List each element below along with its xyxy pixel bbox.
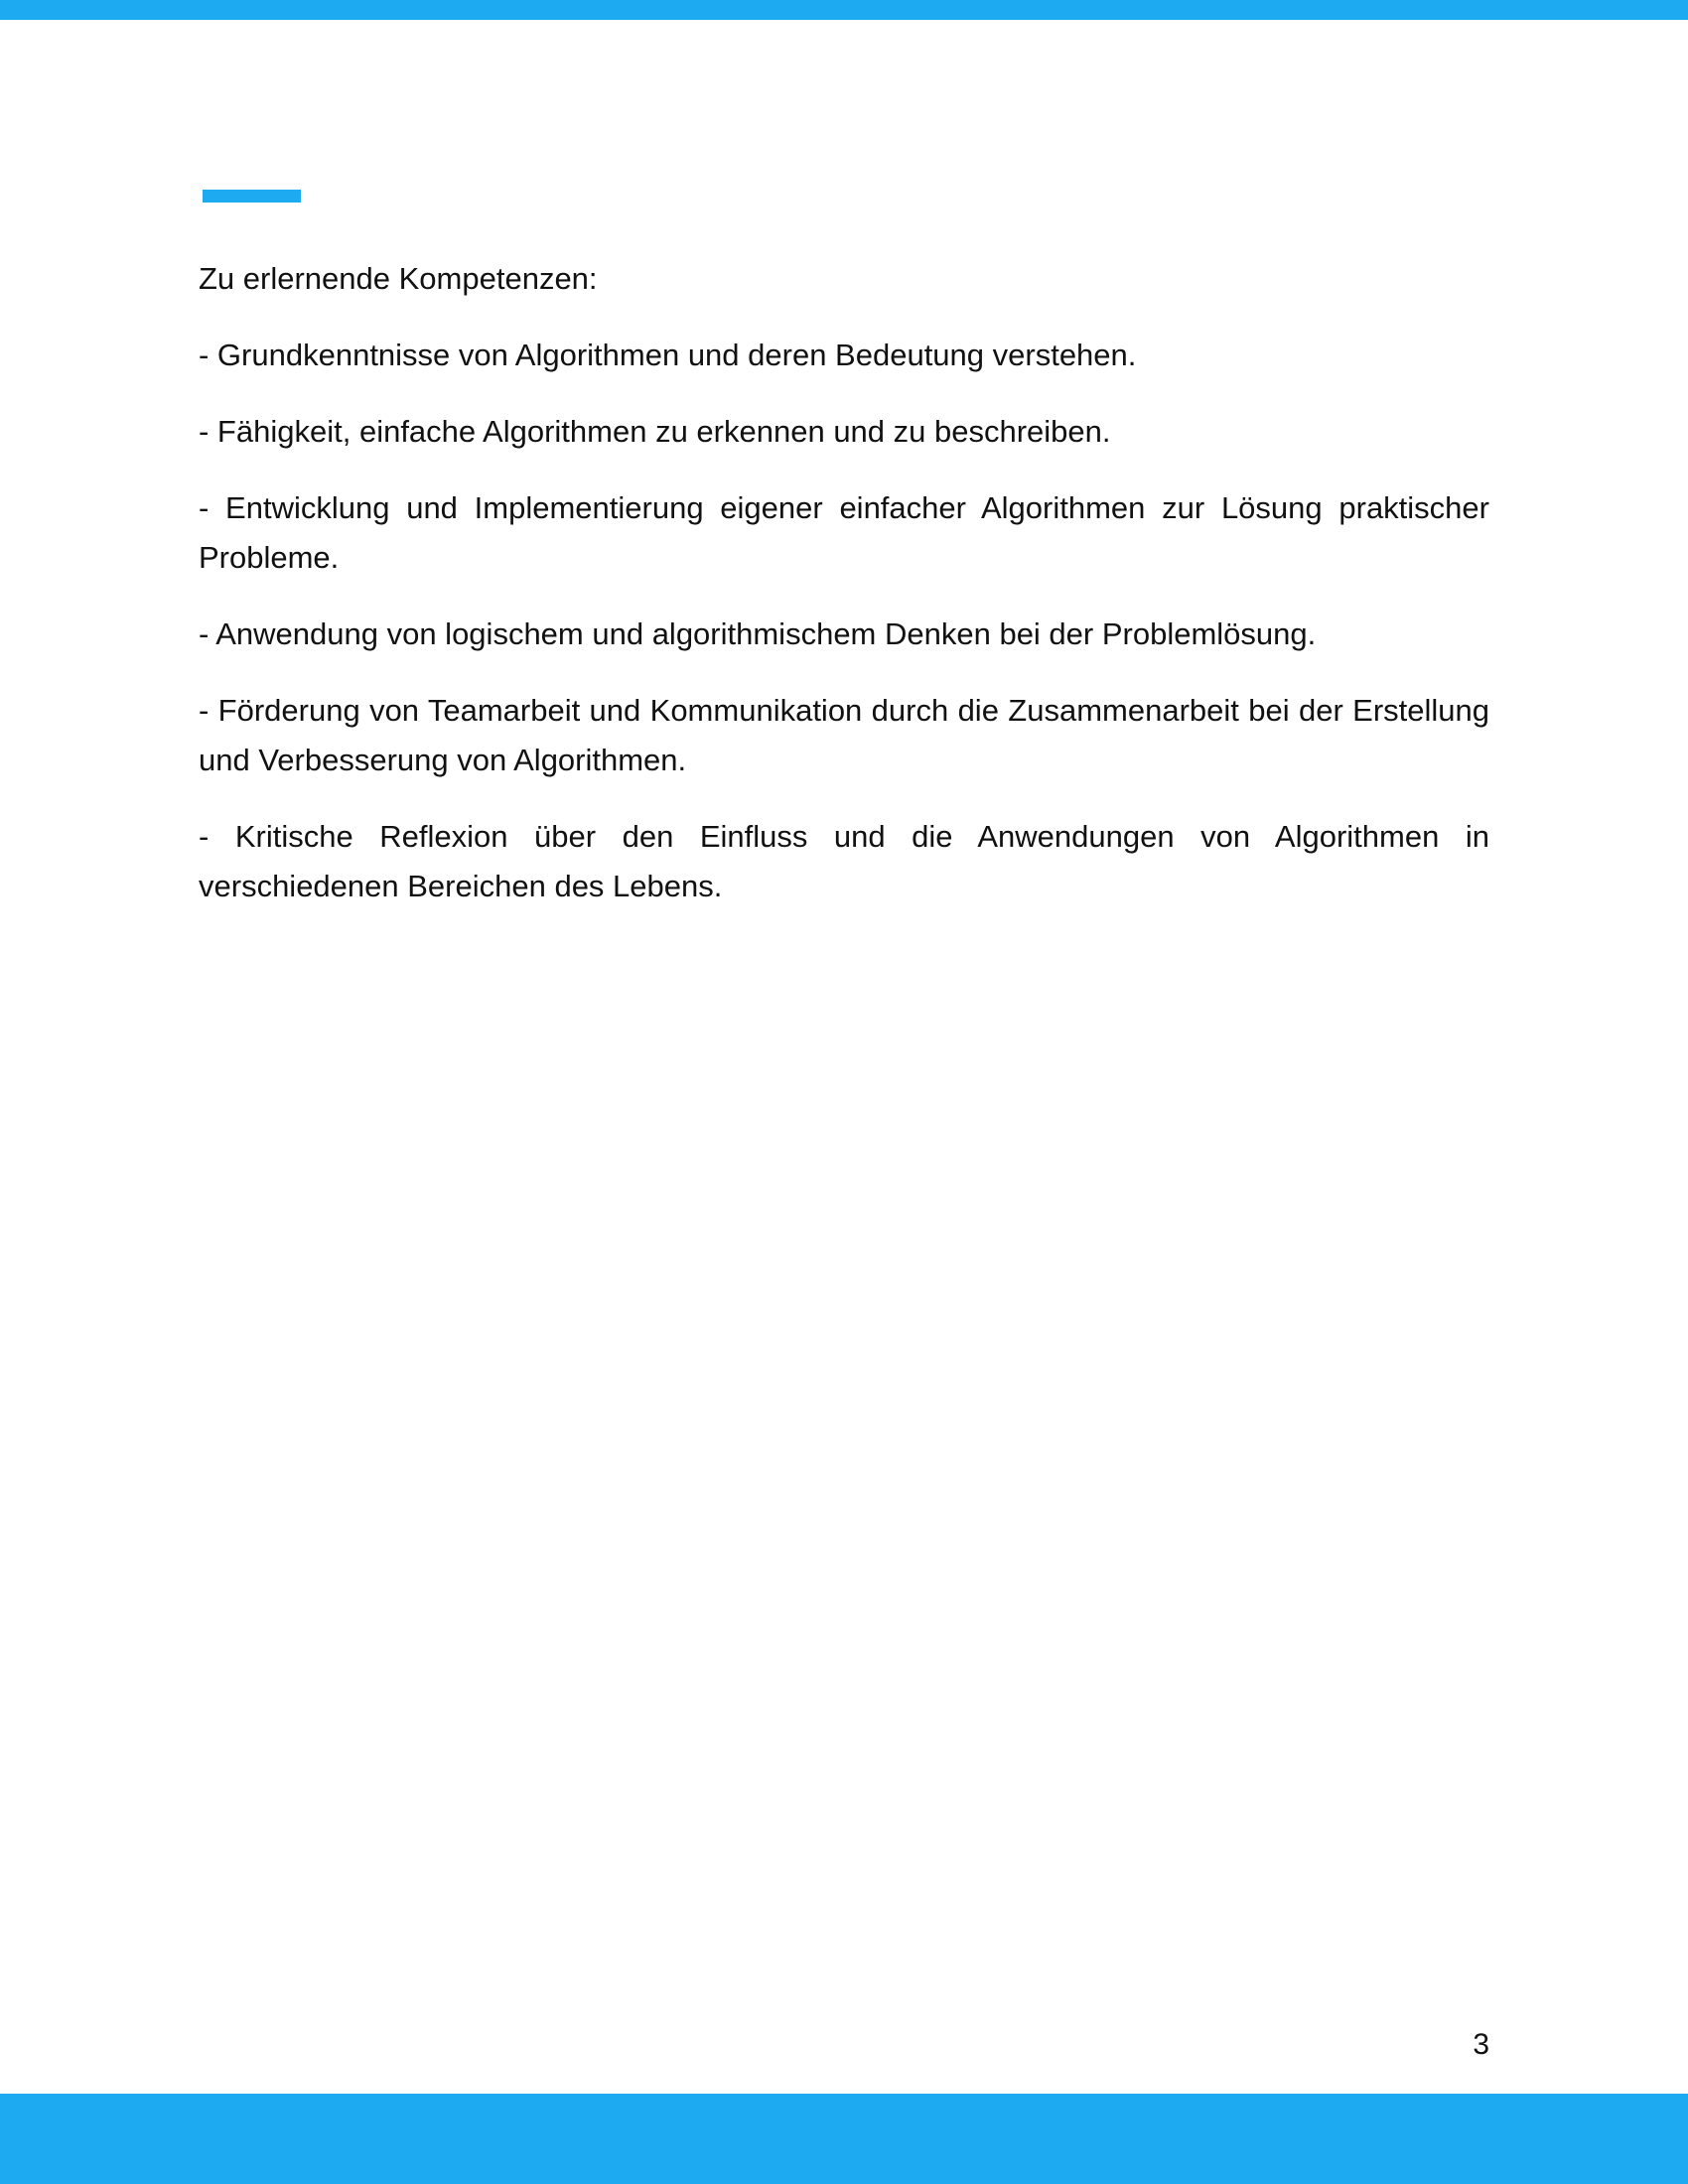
competency-item: - Fähigkeit, einfache Algorithmen zu erkennen und zu beschreiben. [199, 414, 1111, 449]
competency-item: - Kritische Reflexion über den Einfluss und die Anwendungen von Algorithmen in verschiedenen Bereichen des Lebens. [199, 819, 1489, 903]
top-accent-bar [0, 0, 1688, 20]
competency-item: - Förderung von Teamarbeit und Kommunikation durch die Zusammenarbeit bei der Erstellung und Verbesserung von Algorithmen. [199, 693, 1489, 777]
competency-item: - Entwicklung und Implementierung eigener einfacher Algorithmen zur Lösung praktischer Probleme. [199, 490, 1489, 575]
page-number: 3 [1473, 2028, 1489, 2061]
competency-item: - Anwendung von logischem und algorithmischem Denken bei der Problemlösung. [199, 616, 1317, 651]
bottom-accent-bar [0, 2094, 1688, 2184]
section-accent-dash [203, 190, 301, 203]
competency-item: - Grundkenntnisse von Algorithmen und deren Bedeutung verstehen. [199, 338, 1137, 372]
competencies-heading: Zu erlernende Kompetenzen: [199, 261, 598, 296]
document-body [199, 254, 1489, 938]
